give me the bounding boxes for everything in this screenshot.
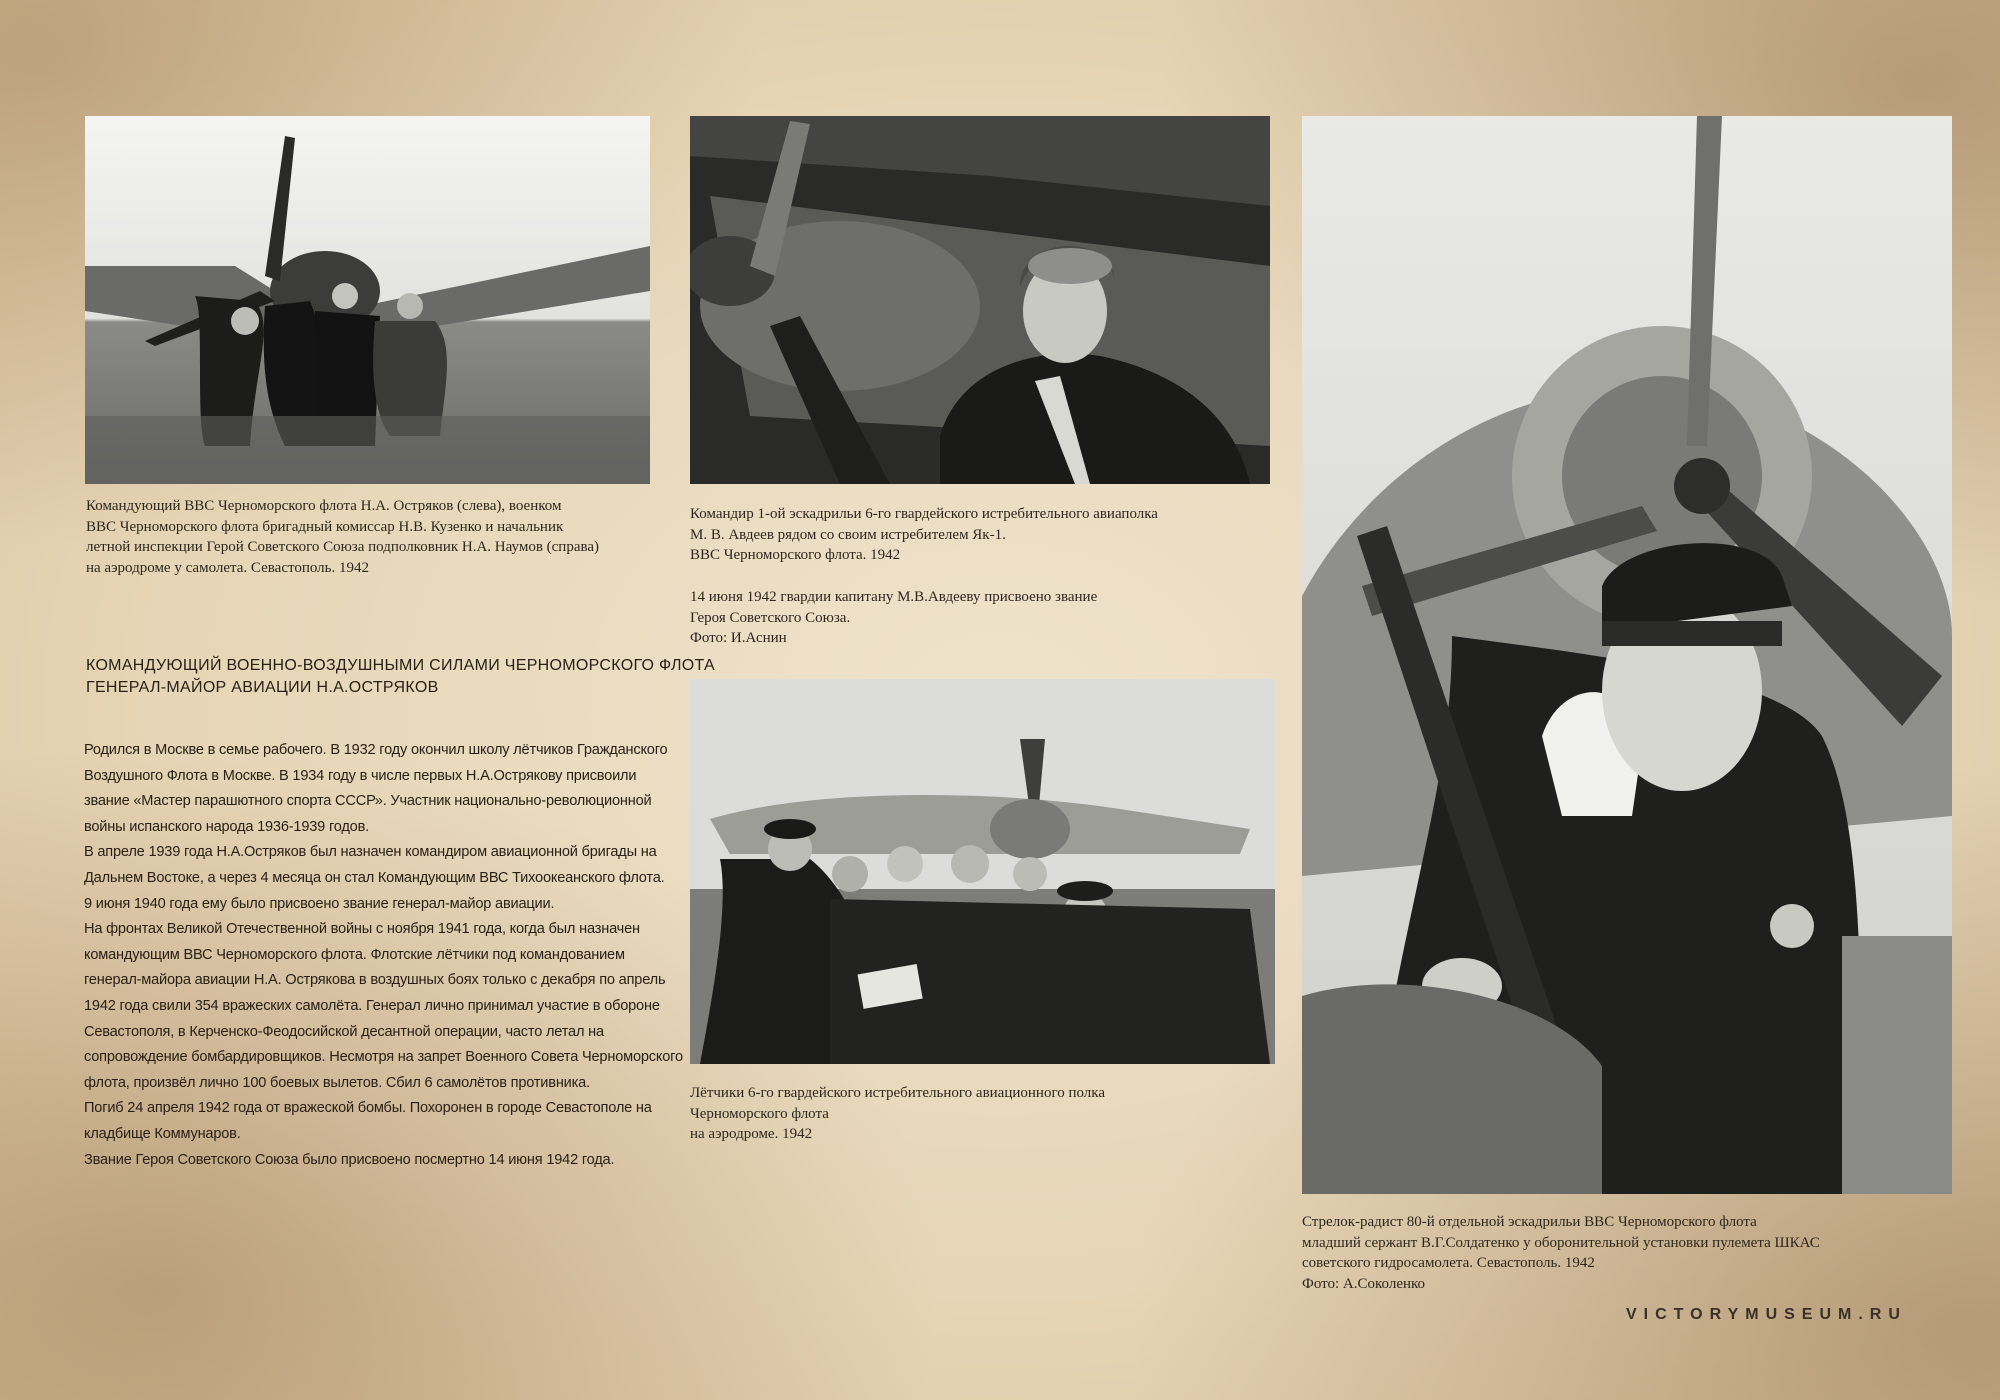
caption-line: 14 июня 1942 гвардии капитану М.В.Авдееву присвоено звание (690, 589, 1098, 605)
bio-line: кладбище Коммунаров. (84, 1125, 241, 1142)
caption-photo2-extra (690, 587, 1290, 649)
caption-line: Лётчики 6-го гвардейского истребительного авиационного полка (690, 1085, 1106, 1101)
bio-line: Севастополя, в Керченско-Феодосийской десантной операции, часто летал на (84, 1023, 604, 1040)
bio-line: звание «Мастер парашютного спорта СССР». Участник национально-революционной (84, 793, 652, 810)
heading-line: КОМАНДУЮЩИЙ ВОЕННО-ВОЗДУШНЫМИ СИЛАМИ ЧЕРНОМОРСКОГО ФЛОТА (86, 657, 716, 674)
photo-pilots-group (690, 679, 1275, 1064)
bio-line: В апреле 1939 года Н.А.Остряков был назначен командиром авиационной бригады на (84, 844, 657, 861)
bio-line: 9 июня 1940 года ему было присвоено звание генерал-майор авиации. (84, 895, 555, 912)
caption-line: Черноморского флота (690, 1105, 829, 1122)
caption-line: Командир 1-ой эскадрильи 6-го гвардейского истребительного авиаполка (690, 506, 1158, 522)
caption-line: Фото: А.Соколенко (1302, 1275, 1426, 1292)
bio-line: Родился в Москве в семье рабочего. В 1932 году окончил школу лётчиков Гражданского (84, 742, 668, 758)
caption-line: Стрелок-радист 80-й отдельной эскадрильи ВВС Черноморского флота (1302, 1214, 1757, 1230)
caption-line: младший сержант В.Г.Солдатенко у оборонительной установки пулемета ШКАС (1302, 1234, 1820, 1251)
photo-gunner-soldatenko (1302, 116, 1952, 1194)
bio-line: генерал-майора авиации Н.А. Острякова в воздушных боях только с декабря по апрель (84, 972, 666, 989)
caption-photo2 (690, 504, 1290, 566)
caption-photo1 (86, 496, 686, 578)
section-heading (86, 655, 716, 699)
bio-line: командующим ВВС Черноморского флота. Флотские лётчики под командованием (84, 946, 625, 963)
bio-line: Звание Героя Советского Союза было присвоено посмертно 14 июня 1942 года. (84, 1151, 615, 1168)
caption-line: на аэродроме у самолета. Севастополь. 1942 (86, 559, 369, 576)
caption-line: советского гидросамолета. Севастополь. 1942 (1302, 1255, 1595, 1271)
site-brand: VICTORYMUSEUM.RU (1626, 1306, 1907, 1323)
bio-line: На фронтах Великой Отечественной войны с ноября 1941 года, когда был назначен (84, 921, 640, 938)
caption-line: ВВС Черноморского флота. 1942 (690, 547, 901, 563)
heading-line: ГЕНЕРАЛ-МАЙОР АВИАЦИИ Н.А.ОСТРЯКОВ (86, 679, 439, 696)
bio-line: Воздушного Флота в Москве. В 1934 году в числе первых Н.А.Острякову присвоили (84, 767, 637, 784)
caption-line: на аэродроме. 1942 (690, 1126, 813, 1142)
caption-line: летной инспекции Герой Советского Союза подполковник Н.А. Наумов (справа) (86, 539, 600, 555)
bio-line: Дальнем Востоке, а через 4 месяца он стал Командующим ВВС Тихоокеанского флота. (84, 869, 665, 886)
caption-line: М. В. Авдеев рядом со своим истребителем Як-1. (690, 526, 1006, 543)
biography-text (84, 738, 683, 1173)
caption-photo4 (1302, 1212, 1962, 1294)
caption-photo3 (690, 1083, 1290, 1145)
bio-line: Погиб 24 апреля 1942 года от вражеской бомбы. Похоронен в городе Севастополе на (84, 1100, 652, 1117)
bio-line: 1942 года свили 354 вражеских самолёта. Генерал лично принимал участие в обороне (84, 997, 660, 1014)
bio-line: сопровождение бомбардировщиков. Несмотря на запрет Военного Совета Черноморского (84, 1049, 683, 1066)
caption-line: Фото: И.Аснин (690, 630, 787, 646)
photo-pilot-avdeev (690, 116, 1270, 484)
bio-line: флота, произвёл лично 100 боевых вылетов. Сбил 6 самолётов противника. (84, 1074, 590, 1091)
caption-line: Командующий ВВС Черноморского флота Н.А. Остряков (слева), военком (86, 498, 562, 514)
photo-commanders-walking (85, 116, 650, 484)
caption-line: ВВС Черноморского флота бригадный комиссар Н.В. Кузенко и начальник (86, 518, 564, 535)
caption-line: Героя Советского Союза. (690, 609, 851, 626)
bio-line: войны испанского народа 1936-1939 годов. (84, 818, 369, 835)
